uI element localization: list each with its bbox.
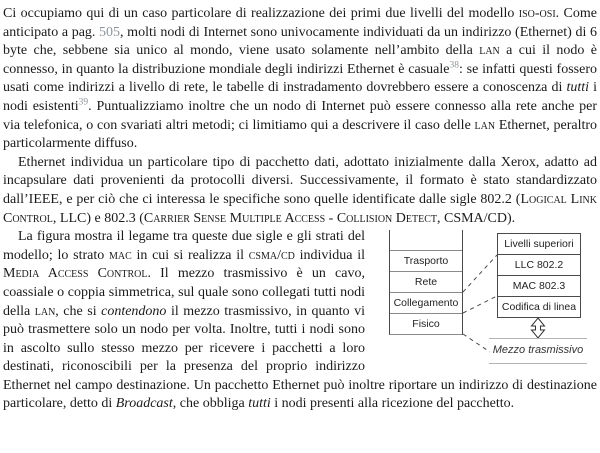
- text-segment: La figura mostra il legame tra queste due sigle e gli strati del modello; lo strato: [3, 229, 365, 263]
- osi-stack-open-top: [390, 230, 462, 250]
- text-segment: lan: [474, 117, 496, 133]
- text-segment: lan: [34, 303, 56, 319]
- text-segment: Ci occupiamo qui di un caso particolare di realizzazione dei primi due livelli del modello: [3, 6, 519, 21]
- paragraph: [3, 154, 597, 228]
- ieee-layer-codifica-di-linea: Codifica di linea: [498, 296, 580, 317]
- dashed-connector-collegamento-to-llc: [463, 255, 497, 292]
- text-segment: tutti: [248, 396, 271, 412]
- dashed-connector-collegamento-to-codifica: [463, 296, 497, 313]
- text-segment: Ethernet individua un particolare tipo di pacchetto dati, adottato inizialmente dalla Xerox, adatto ad incapsulare dati provenienti da protocolli diversi. Successivamente, il formato è stato standardizzato dall’IEEE, e per ciò che ci interessa le specifiche sono quelle identificate dalle sigle 802.2 (: [3, 154, 597, 207]
- text-segment: tutti: [566, 80, 590, 96]
- ieee-stack: [497, 233, 581, 318]
- text-segment: iso-osi: [518, 6, 556, 21]
- text-segment: Broadcast: [115, 396, 173, 412]
- text-segment: contendono: [101, 303, 167, 319]
- paragraph: [3, 5, 597, 154]
- text-segment: i nodi presenti alla ricezione del pacchetto.: [270, 396, 515, 412]
- footnote-marker[interactable]: 38: [449, 60, 459, 71]
- osi-layer-rete: Rete: [390, 271, 462, 292]
- page-reference-link[interactable]: 505: [99, 24, 121, 40]
- ieee-layer-llc-802-2: LLC 802.2: [498, 254, 580, 275]
- text-segment: , LLC) e 802.3 (: [52, 210, 144, 226]
- text-segment: . Puntualizziamo inoltre che un nodo di Internet può essere connesso alla rete anche per via telefonica, o con svariati altri metodi; ci limitiamo qui a descrivere il caso delle: [3, 98, 597, 133]
- osi-layer-fisico: Fisico: [390, 313, 462, 334]
- text-segment: . Come anticipato a pag.: [3, 6, 597, 40]
- transmission-medium-label: Mezzo trasmissivo: [492, 344, 584, 357]
- text-segment: Media Access Control: [3, 266, 148, 282]
- footnote-marker[interactable]: 39: [78, 97, 89, 108]
- ieee-layer-livelli-superiori: Livelli superiori: [504, 237, 574, 250]
- text-segment: . Il mezzo trasmissivo è un cavo, coassiale o coppia simmetrica, sul quale sono collegati tutti nodi della: [3, 266, 365, 319]
- text-segment: , che si: [55, 303, 102, 319]
- text-segment: lan: [479, 43, 500, 59]
- text-segment: Ethernet, peraltro particolarmente diffuso.: [3, 117, 598, 152]
- text-segment: a cui il nodo è connesso, in quanto la distribuzione mondiale degli indirizzi Ethernet è casuale: [3, 43, 597, 77]
- text-segment: csma/cd: [248, 247, 295, 263]
- ieee-layer-mac-802-3: MAC 802.3: [498, 275, 580, 296]
- text-segment: i nodi esistenti: [3, 80, 597, 114]
- text-segment: il mezzo trasmissivo, in quanto vi può trasmettere solo un nodo per volta. Inoltre, tutti i nodi sono in ascolto sullo stesso mezzo per ricevere i pacchetti a loro destinati, riconoscibili per la presenza del proprio indirizzo Ethernet nel campo destinazione. Un pacchetto Ethernet può inoltre riportare un indirizzo di destinazione particolare, detto di: [3, 303, 597, 412]
- osi-layer-collegamento: Collegamento: [390, 292, 462, 313]
- text-segment: mac: [108, 247, 132, 263]
- osi-stack: [389, 230, 463, 335]
- text-segment: : se infatti questi fossero usati come indirizzi a livello di rete, le tabelle di instradamento dovrebbero essere a conoscenza di: [3, 61, 597, 96]
- text-segment: individua il: [294, 247, 366, 263]
- text-segment: in cui si realizza il: [131, 247, 249, 263]
- text-segment: , CSMA/CD).: [436, 210, 516, 226]
- dashed-connector-fisico-to-mezzo: [463, 334, 490, 352]
- text-segment: Carrier Sense Multiple Access - Collision Detect: [143, 210, 437, 226]
- protocol-stack-figure: [377, 228, 597, 374]
- text-segment: Logical Link Control: [3, 191, 597, 226]
- text-segment: , che obbliga: [172, 396, 249, 412]
- text-segment: , molti nodi di Internet sono univocamente individuati da un indirizzo (Ethernet) di 6 byte che, sebbene sia unico al mondo, viene usato solamente nell’ambito della: [3, 24, 597, 59]
- transmission-medium: [489, 338, 587, 364]
- osi-layer-trasporto: Trasporto: [390, 250, 462, 271]
- double-arrow-icon: [532, 318, 545, 338]
